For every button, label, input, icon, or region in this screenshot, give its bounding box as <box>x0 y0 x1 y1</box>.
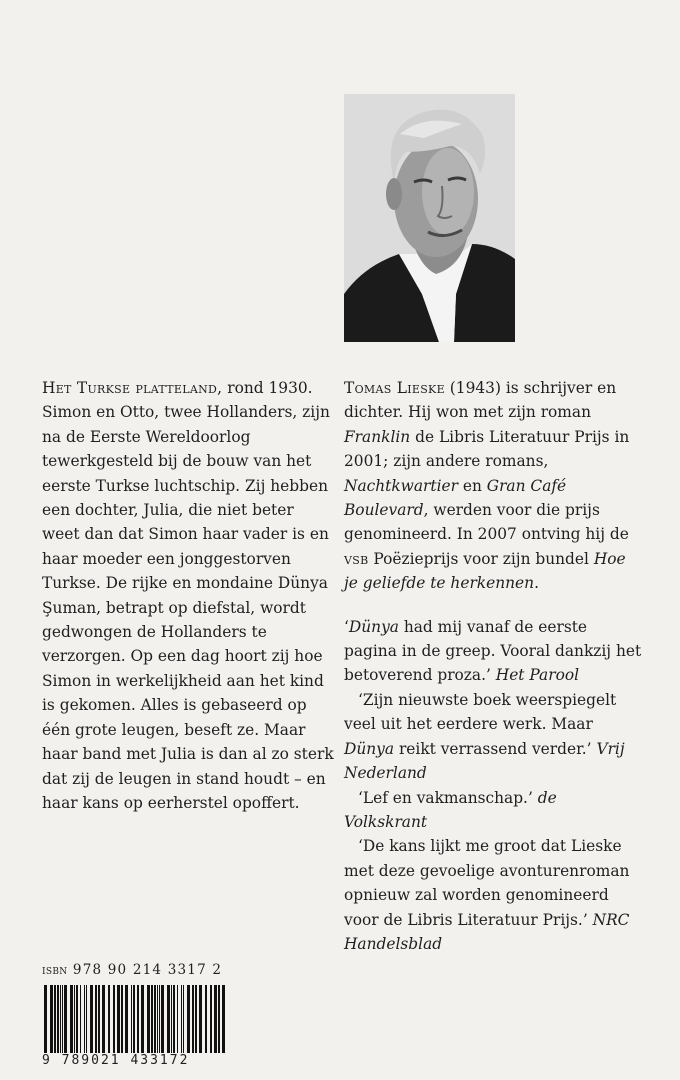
barcode-bar <box>74 985 75 1055</box>
barcode-bar <box>95 985 97 1055</box>
barcode-bar <box>157 985 158 1055</box>
review-quote: ‘Lef en vakmanschap.’ de Volkskrant <box>344 788 557 831</box>
barcode-bar <box>218 985 220 1055</box>
barcode-bar <box>171 985 172 1055</box>
barcode-bar <box>159 985 160 1055</box>
barcode-bar <box>117 985 120 1055</box>
blurb-lead: Het Turkse platteland, <box>42 379 223 397</box>
barcode-bar <box>199 985 202 1055</box>
barcode-bar <box>98 985 100 1055</box>
barcode-bar <box>181 985 182 1055</box>
barcode-bar <box>50 985 53 1055</box>
barcode-bar <box>90 985 93 1055</box>
quote-source: de Volkskrant <box>344 788 557 831</box>
author-photo <box>344 94 515 342</box>
book-blurb <box>42 376 334 815</box>
barcode-bar <box>121 985 123 1055</box>
barcode-bar <box>125 985 128 1055</box>
barcode-digits: 9 789021 433172 <box>40 1053 236 1068</box>
review-quote: ‘Dünya had mij vanaf de eerste pagina in de greep. Vooral dankzij het betoverend proza.’ Het Parool <box>344 617 642 685</box>
barcode-bar <box>102 985 105 1055</box>
barcode-bar <box>183 985 184 1055</box>
barcode-bar <box>84 985 85 1055</box>
barcode-bar <box>108 985 110 1055</box>
quote-source: NRC Handelsblad <box>344 910 630 953</box>
barcode-bar <box>86 985 87 1055</box>
blurb-text: rond 1930. Simon en Otto, twee Hollanders, zijn na de Eerste Wereldoorlog tewerkgesteld bij de bouw van het eerste Turkse luchtschip. Zij hebben een dochter, Julia, die niet beter weet dan dat Simon haar vader is en haar moeder een jonggestorven Turkse. De rijke en mondaine Dünya Şuman, betrapt op diefstal, wordt gedwongen de Hollanders te verzorgen. Op een dag hoort zij hoe Simon in werkelijkheid aan het kind is gekomen. Alles is gebaseerd op één grote leugen, beseft ze. Maar haar band met Julia is dan al zo sterk dat zij de leugen in stand houdt – en haar kans op eerherstel opoffert. <box>42 379 334 812</box>
author-name: Tomas Lieske <box>344 379 445 397</box>
review-quotes <box>344 615 644 957</box>
barcode-bar <box>161 985 164 1055</box>
author-bio: Tomas Lieske (1943) is schrijver en dichter. Hij won met zijn roman Franklin de Libris Literatuur Prijs in 2001; zijn andere romans, Nachtkwartier en Gran Café Boulevard, werden voor die prijs genomineerd. In 2007 ontving hij de vsb Poëzieprijs voor zijn bundel Hoe je geliefde te herkennen. <box>344 379 630 593</box>
barcode-bar <box>210 985 212 1055</box>
quote-source: Vrij Nederland <box>344 739 625 783</box>
barcode-bar <box>192 985 194 1055</box>
barcode-bar <box>141 985 144 1055</box>
barcode-bar <box>151 985 153 1055</box>
barcode-bar <box>187 985 190 1055</box>
barcode-bar <box>147 985 150 1055</box>
barcode-bar <box>70 985 73 1055</box>
barcode-bar <box>80 985 81 1055</box>
barcode-bar <box>222 985 225 1055</box>
barcode-bar <box>64 985 67 1055</box>
barcode-bar <box>76 985 78 1055</box>
barcode-bar <box>205 985 207 1055</box>
barcode-bar <box>131 985 132 1055</box>
barcode-bar <box>54 985 56 1055</box>
barcode-bar <box>60 985 61 1055</box>
barcode-bar <box>177 985 178 1055</box>
review-quote: ‘De kans lijkt me groot dat Lieske met deze gevoelige avonturenroman opnieuw zal worden genomineerd voor de Libris Literatuur Prijs.’ NRC Handelsblad <box>344 837 630 953</box>
barcode-bar <box>154 985 156 1055</box>
author-column <box>344 376 644 956</box>
isbn-number: 978 90 214 3317 2 <box>67 962 223 978</box>
isbn-line <box>42 962 222 978</box>
barcode-bar <box>173 985 175 1055</box>
barcode-bar <box>57 985 59 1055</box>
quote-source: Het Parool <box>495 666 580 685</box>
barcode-bar <box>113 985 115 1055</box>
barcode-bar <box>195 985 197 1055</box>
isbn-label: isbn <box>42 962 68 978</box>
barcode-bar <box>167 985 170 1055</box>
barcode-bar <box>133 985 135 1055</box>
barcode-bar <box>62 985 63 1055</box>
review-quote: ‘Zijn nieuwste boek weerspiegelt veel uit het eerdere werk. Maar Dünya reikt verrassend verder.’ Vrij Nederland <box>344 690 625 783</box>
barcode-bar <box>214 985 217 1055</box>
